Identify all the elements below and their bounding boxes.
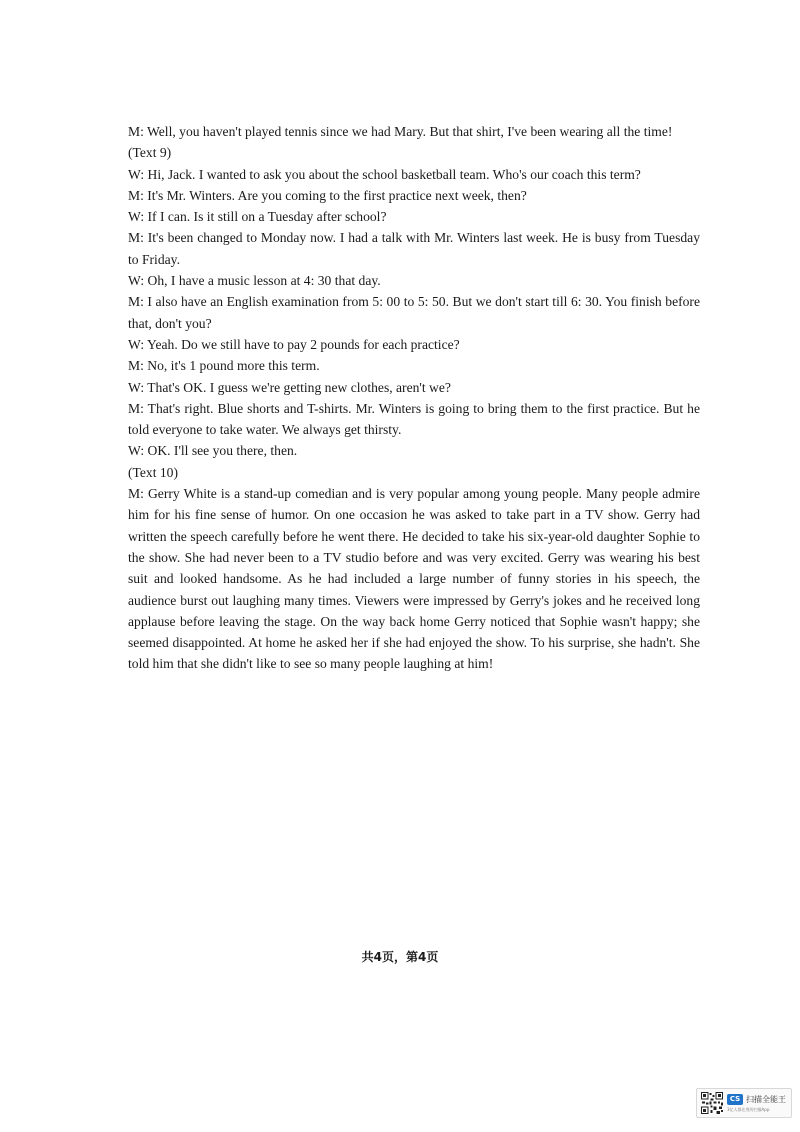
- transcript-line: W: Oh, I have a music lesson at 4: 30 that day.: [128, 273, 381, 289]
- section-heading: (Text 9): [128, 145, 172, 161]
- transcript-line: M: It's Mr. Winters. Are you coming to the first practice next week, then?: [128, 187, 527, 203]
- watermark-subtitle: 3亿人都在用的扫描App: [727, 1106, 770, 1112]
- camscanner-logo: CS: [727, 1094, 743, 1105]
- transcript-paragraph: M: Gerry White is a stand-up comedian and is very popular among young people. Many people admire him for his fine sense of humor. On one occasion he was asked to take part in a TV show. Gerry had written the speech carefully before he went there. He decided to take his six-year-old daughter Sophie to the show. She had never been to a TV studio before and was very excited. Gerry was wearing his best suit and looked handsome. As he had included a large number of funny stories in his speech, the audience burst out laughing many times. Viewers were impressed by Gerry's jokes and he received long applause before leaving the stage. On the way back home Gerry noticed that Sophie wasn't happy; she seemed disappointed. At home he asked her if she had enjoyed the show. To his surprise, she hadn't. She told him that she didn't like to see so many people laughing at him!: [128, 486, 700, 672]
- transcript-body: [128, 121, 700, 675]
- section-heading: (Text 10): [128, 464, 179, 480]
- qr-code-icon: [701, 1092, 723, 1114]
- transcript-line: W: Hi, Jack. I wanted to ask you about the school basketball team. Who's our coach this term?: [128, 166, 641, 182]
- scanner-watermark: [696, 1088, 792, 1118]
- watermark-title: 扫描全能王: [746, 1094, 786, 1104]
- transcript-line: W: Yeah. Do we still have to pay 2 pounds for each practice?: [128, 336, 460, 352]
- transcript-line: M: That's right. Blue shorts and T-shirts. Mr. Winters is going to bring them to the first practice. But he told everyone to take water. We always get thirsty.: [128, 400, 700, 438]
- transcript-line: W: If I can. Is it still on a Tuesday after school?: [128, 209, 387, 225]
- transcript-line: M: It's been changed to Monday now. I had a talk with Mr. Winters last week. He is busy from Tuesday to Friday.: [128, 230, 700, 267]
- transcript-line: M: I also have an English examination from 5: 00 to 5: 50. But we don't start till 6: 30. You finish before that, don't you?: [128, 294, 700, 331]
- transcript-line: M: No, it's 1 pound more this term.: [128, 358, 320, 374]
- page-number-footer: 共4页，第4页: [361, 950, 439, 964]
- transcript-line: W: OK. I'll see you there, then.: [128, 443, 298, 459]
- transcript-line: M: Well, you haven't played tennis since we had Mary. But that shirt, I've been wearing all the time!: [128, 124, 673, 139]
- transcript-line: W: That's OK. I guess we're getting new clothes, aren't we?: [128, 379, 451, 395]
